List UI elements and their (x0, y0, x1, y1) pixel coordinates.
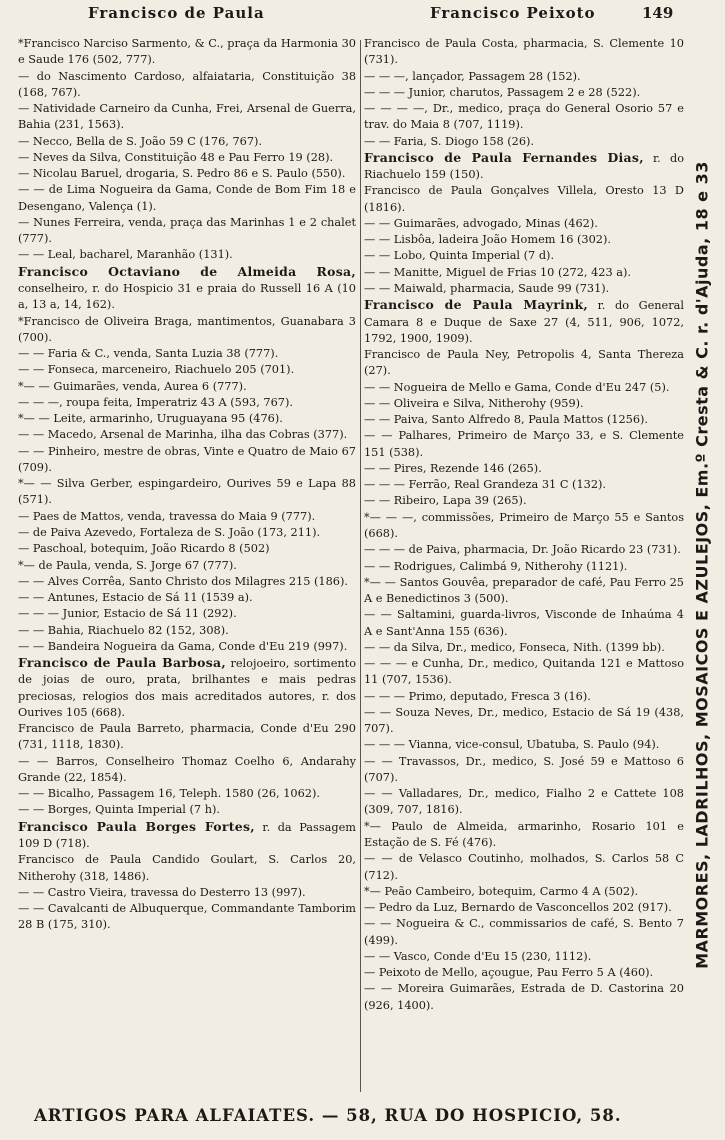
directory-entry (18, 525, 356, 541)
entry-text: — — Ribeiro, Lapa 39 (265). (364, 494, 527, 508)
entry-text: conselheiro, r. do Hospicio 31 e praia do Russell 16 A (10 a, 13 a, 14, 162). (18, 281, 356, 312)
entry-text: *— — Leite, armarinho, Uruguayana 95 (476). (18, 412, 283, 426)
entry-text: *— de Paula, venda, S. Jorge 67 (777). (18, 558, 237, 572)
directory-entry (18, 346, 356, 362)
entry-text: — — Barros, Conselheiro Thomaz Coelho 6, Andarahy Grande (22, 1854). (18, 754, 356, 784)
entry-name-bold: Francisco de Paula Mayrink, (364, 297, 589, 313)
directory-entry (18, 558, 356, 574)
directory-entry (364, 640, 684, 656)
entry-text: — Necco, Bella de S. João 59 C (176, 767). (18, 134, 263, 148)
directory-entry (18, 819, 356, 853)
entry-text: — — Paiva, Santo Alfredo 8, Paula Mattos (1256). (364, 413, 648, 427)
page-number: 149 (642, 4, 674, 22)
entry-text: Francisco de Paula Costa, pharmacia, S. Clemente 10 (731). (364, 37, 684, 67)
directory-entry (364, 380, 684, 396)
entry-text: — — Bicalho, Passagem 16, Teleph. 1580 (26, 1062). (18, 787, 320, 801)
directory-entry (364, 265, 684, 281)
directory-entry (364, 281, 684, 297)
directory-entry (364, 607, 684, 640)
entry-text: — — —, lançador, Passagem 28 (152). (364, 69, 581, 83)
directory-entry (18, 134, 356, 150)
directory-entry (364, 510, 684, 543)
directory-entry (18, 623, 356, 639)
directory-entry (18, 754, 356, 787)
entry-text: *— — Silva Gerber, espingardeiro, Ourives 59 e Lapa 88 (571). (18, 477, 356, 507)
entry-name-bold: Francisco de Paula Fernandes Dias, (364, 149, 644, 165)
entry-text: — — Moreira Guimarães, Estrada de D. Castorina 20 (926, 1400). (364, 982, 684, 1012)
directory-entry (364, 754, 684, 787)
entry-text: — de Paiva Azevedo, Fortaleza de S. João (173, 211). (18, 525, 321, 539)
directory-entry (18, 541, 356, 557)
entry-text: — — Pinheiro, mestre de obras, Vinte e Quatro de Maio 67 (709). (18, 444, 356, 474)
entry-text: — — de Velasco Coutinho, molhados, S. Carlos 58 C (712). (364, 852, 684, 882)
entry-text: *— Peão Cambeiro, botequim, Carmo 4 A (502). (364, 884, 639, 898)
entry-text: — — Nogueira de Mello e Gama, Conde d'Eu 247 (5). (364, 380, 670, 394)
directory-entry (364, 412, 684, 428)
directory-entry (18, 590, 356, 606)
entry-text: — Pedro da Luz, Bernardo de Vasconcellos 202 (917). (364, 901, 672, 915)
directory-entry (364, 216, 684, 232)
entry-text: — Paschoal, botequim, João Ricardo 8 (502) (18, 542, 270, 556)
directory-entry (364, 183, 684, 216)
directory-entry (364, 493, 684, 509)
entry-text: — — Nogueira & C., commissarios de café, S. Bento 7 (499). (364, 917, 684, 947)
entry-text: Francisco de Paula Barreto, pharmacia, Conde d'Eu 290 (731, 1118, 1830). (18, 722, 356, 752)
directory-entry (18, 264, 356, 314)
entry-text: — — Lobo, Quinta Imperial (7 d). (364, 249, 555, 263)
directory-entry (18, 166, 356, 182)
running-head-right: Francisco Peixoto (430, 4, 596, 22)
entry-text: — — Leal, bacharel, Maranhão (131). (18, 248, 233, 262)
entry-text: — — Saltamini, guarda-livros, Visconde de Inhaúma 4 A e Sant'Anna 155 (636). (364, 608, 684, 638)
directory-entry (364, 884, 684, 900)
directory-entry (364, 981, 684, 1014)
directory-entry (364, 428, 684, 461)
directory-entry (364, 150, 684, 184)
entry-text: — do Nascimento Cardoso, alfaiataria, Constituição 38 (168, 767). (18, 69, 356, 99)
entry-text: Francisco de Paula Ney, Petropolis 4, Santa Thereza (27). (364, 348, 684, 378)
entry-text: r. do Riachuelo 159 (150). (364, 151, 684, 182)
directory-entry (18, 655, 356, 721)
entry-text: — — Souza Neves, Dr., medico, Estacio de Sá 19 (438, 707). (364, 705, 684, 736)
directory-entry (364, 819, 684, 852)
side-advertisement-text: MARMORES, LADRILHOS, MOSAICOS E AZULEJOS, Em.º Cresta & C. r. d'Ajuda, 18 e 33 (692, 161, 712, 969)
entry-text: — Peixoto de Mello, açougue, Pau Ferro 5 A (460). (364, 966, 654, 980)
entry-text: Francisco de Paula Gonçalves Villela, Oresto 13 D (1816). (364, 184, 684, 214)
entry-text: — Nicolau Baruel, drogaria, S. Pedro 86 e S. Paulo (550). (18, 167, 346, 181)
directory-entry (18, 247, 356, 263)
entry-text: *Francisco de Oliveira Braga, mantimentos, Guanabara 3 (700). (18, 314, 356, 344)
directory-entry (364, 916, 684, 949)
entry-text: — — Pires, Rezende 146 (265). (364, 461, 542, 475)
directory-entry (18, 411, 356, 427)
entry-text: — — — Junior, Estacio de Sá 11 (292). (18, 607, 237, 621)
directory-entry (18, 852, 356, 885)
entry-text: — — Macedo, Arsenal de Marinha, ilha das Cobras (377). (18, 428, 348, 442)
entry-text: — Nunes Ferreira, venda, praça das Marinhas 1 e 2 chalet (777). (18, 215, 356, 246)
directory-entry (18, 150, 356, 166)
entry-text: — Neves da Silva, Constituição 48 e Pau Ferro 19 (28). (18, 150, 334, 164)
entry-text: — — Oliveira e Silva, Nitherohy (959). (364, 396, 584, 410)
entry-text: — — — e Cunha, Dr., medico, Quitanda 121 e Mattoso 11 (707, 1536). (364, 657, 684, 687)
entry-text: relojoeiro, sortimento de joias de ouro, prata, brilhantes e mais pedras preciosas, relogios dos mais acreditados autores, r. dos Ourives 105 (668). (18, 657, 356, 719)
column-divider (360, 40, 361, 1092)
directory-entry (364, 559, 684, 575)
entry-text: r. do General Camara 8 e Duque de Saxe 27 (4, 511, 906, 1072, 1792, 1900, 1909). (364, 299, 684, 345)
directory-entry (364, 232, 684, 248)
entry-text: — — Maiwald, pharmacia, Saude 99 (731). (364, 281, 610, 295)
directory-entry (364, 134, 684, 150)
side-advertisement (682, 36, 722, 1094)
directory-entry (364, 36, 684, 69)
entry-name-bold: Francisco de Paula Barbosa, (18, 655, 226, 671)
entry-text: *— — Guimarães, venda, Aurea 6 (777). (18, 379, 247, 393)
directory-entry (18, 639, 356, 655)
directory-entry (18, 509, 356, 525)
entry-text: — — Palhares, Primeiro de Março 33, e S. Clemente 151 (538). (364, 429, 684, 459)
entry-text: r. da Passagem 109 D (718). (18, 820, 356, 851)
directory-entry (364, 949, 684, 965)
directory-entry (18, 215, 356, 248)
entry-text: — — da Silva, Dr., medico, Fonseca, Nith. (1399 bb). (364, 640, 665, 654)
directory-entry (364, 786, 684, 819)
directory-entry (364, 689, 684, 705)
entry-text: — — — Junior, charutos, Passagem 2 e 28 (522). (364, 85, 641, 99)
directory-entry (364, 575, 684, 608)
directory-entry (364, 101, 684, 134)
directory-entry (364, 297, 684, 347)
entry-text: — Paes de Mattos, venda, travessa do Maia 9 (777). (18, 509, 316, 523)
directory-entry (18, 901, 356, 934)
entry-text: — — Bandeira Nogueira da Gama, Conde d'Eu 219 (997). (18, 639, 348, 653)
directory-entry (18, 427, 356, 443)
directory-entry (18, 69, 356, 102)
left-column (18, 36, 356, 934)
entry-text: — — Castro Vieira, travessa do Desterro 13 (997). (18, 885, 306, 899)
directory-entry (18, 379, 356, 395)
footer-advertisement: ARTIGOS PARA ALFAIATES. — 58, RUA DO HOSPICIO, 58. (34, 1106, 622, 1125)
entry-text: — — —, roupa feita, Imperatriz 43 A (593, 767). (18, 395, 293, 409)
entry-text: Francisco de Paula Candido Goulart, S. Carlos 20, Nitherohy (318, 1486). (18, 853, 356, 883)
directory-entry (364, 347, 684, 380)
entry-text: — — Faria & C., venda, Santa Luzia 38 (777). (18, 347, 279, 361)
directory-entry (18, 101, 356, 134)
directory-entry (18, 36, 356, 69)
directory-entry (364, 900, 684, 916)
directory-entry (364, 69, 684, 85)
directory-entry (364, 737, 684, 753)
entry-text: — — Guimarães, advogado, Minas (462). (364, 216, 598, 230)
entry-text: — — Lisbôa, ladeira João Homem 16 (302). (364, 233, 611, 247)
right-column (364, 36, 684, 1014)
running-head-left: Francisco de Paula (88, 4, 265, 22)
directory-entry (18, 314, 356, 347)
directory-entry (18, 444, 356, 477)
entry-text: — — Rodrigues, Calimbá 9, Nitherohy (1121). (364, 559, 628, 573)
entry-text: — — — Vianna, vice-consul, Ubatuba, S. Paulo (94). (364, 738, 660, 752)
entry-text: — — Manitte, Miguel de Frias 10 (272, 423 a). (364, 265, 631, 279)
directory-entry (18, 362, 356, 378)
entry-text: — — de Lima Nogueira da Gama, Conde de Bom Fim 18 e Desengano, Valença (1). (18, 183, 356, 213)
entry-text: — — — Ferrão, Real Grandeza 31 C (132). (364, 478, 607, 492)
directory-entry (364, 705, 684, 738)
directory-entry (18, 182, 356, 215)
directory-entry (18, 721, 356, 754)
directory-entry (364, 85, 684, 101)
directory-entry (364, 542, 684, 558)
entry-text: — — Borges, Quinta Imperial (7 h). (18, 803, 220, 817)
directory-entry (364, 248, 684, 264)
directory-entry (364, 965, 684, 981)
entry-text: *Francisco Narciso Sarmento, & C., praça da Harmonia 30 e Saude 176 (502, 777). (18, 37, 356, 67)
entry-text: *— Paulo de Almeida, armarinho, Rosario 101 e Estação de S. Fé (476). (364, 819, 684, 850)
directory-entry (18, 574, 356, 590)
entry-text: — — Cavalcanti de Albuquerque, Commandante Tamborim 28 B (175, 310). (18, 902, 356, 932)
entry-text: — — Alves Corrêa, Santo Christo dos Milagres 215 (186). (18, 574, 348, 588)
entry-text: — — Fonseca, marceneiro, Riachuelo 205 (701). (18, 363, 295, 377)
entry-text: — — — de Paiva, pharmacia, Dr. João Ricardo 23 (731). (364, 543, 681, 557)
directory-entry (18, 885, 356, 901)
entry-text: — — Valladares, Dr., medico, Fialho 2 e Cattete 108 (309, 707, 1816). (364, 787, 684, 817)
entry-text: *— — Santos Gouvêa, preparador de café, Pau Ferro 25 A e Benedictinos 3 (500). (364, 575, 684, 606)
entry-text: — — — Primo, deputado, Fresca 3 (16). (364, 689, 591, 703)
entry-text: — Natividade Carneiro da Cunha, Frei, Arsenal de Guerra, Bahia (231, 1563). (18, 102, 356, 132)
directory-entry (364, 396, 684, 412)
directory-entry (18, 606, 356, 622)
entry-text: — — — —, Dr., medico, praça do General Osorio 57 e trav. do Maia 8 (707, 1119). (364, 102, 684, 132)
entry-text: — — Antunes, Estacio de Sá 11 (1539 a). (18, 591, 253, 605)
directory-entry (364, 461, 684, 477)
directory-entry (18, 476, 356, 509)
directory-entry (364, 851, 684, 884)
entry-text: — — Faria, S. Diogo 158 (26). (364, 134, 535, 148)
directory-entry (364, 656, 684, 689)
entry-text: — — Travassos, Dr., medico, S. José 59 e Mattoso 6 (707). (364, 754, 684, 784)
directory-entry (18, 802, 356, 818)
entry-text: — — Vasco, Conde d'Eu 15 (230, 1112). (364, 949, 592, 963)
directory-entry (18, 395, 356, 411)
entry-name-bold: Francisco Paula Borges Fortes, (18, 818, 255, 834)
entry-text: *— — —, commissões, Primeiro de Março 55 e Santos (668). (364, 510, 684, 540)
entry-name-bold: Francisco Octaviano de Almeida Rosa, (18, 263, 356, 279)
directory-entry (18, 786, 356, 802)
directory-entry (364, 477, 684, 493)
entry-text: — — Bahia, Riachuelo 82 (152, 308). (18, 623, 229, 637)
